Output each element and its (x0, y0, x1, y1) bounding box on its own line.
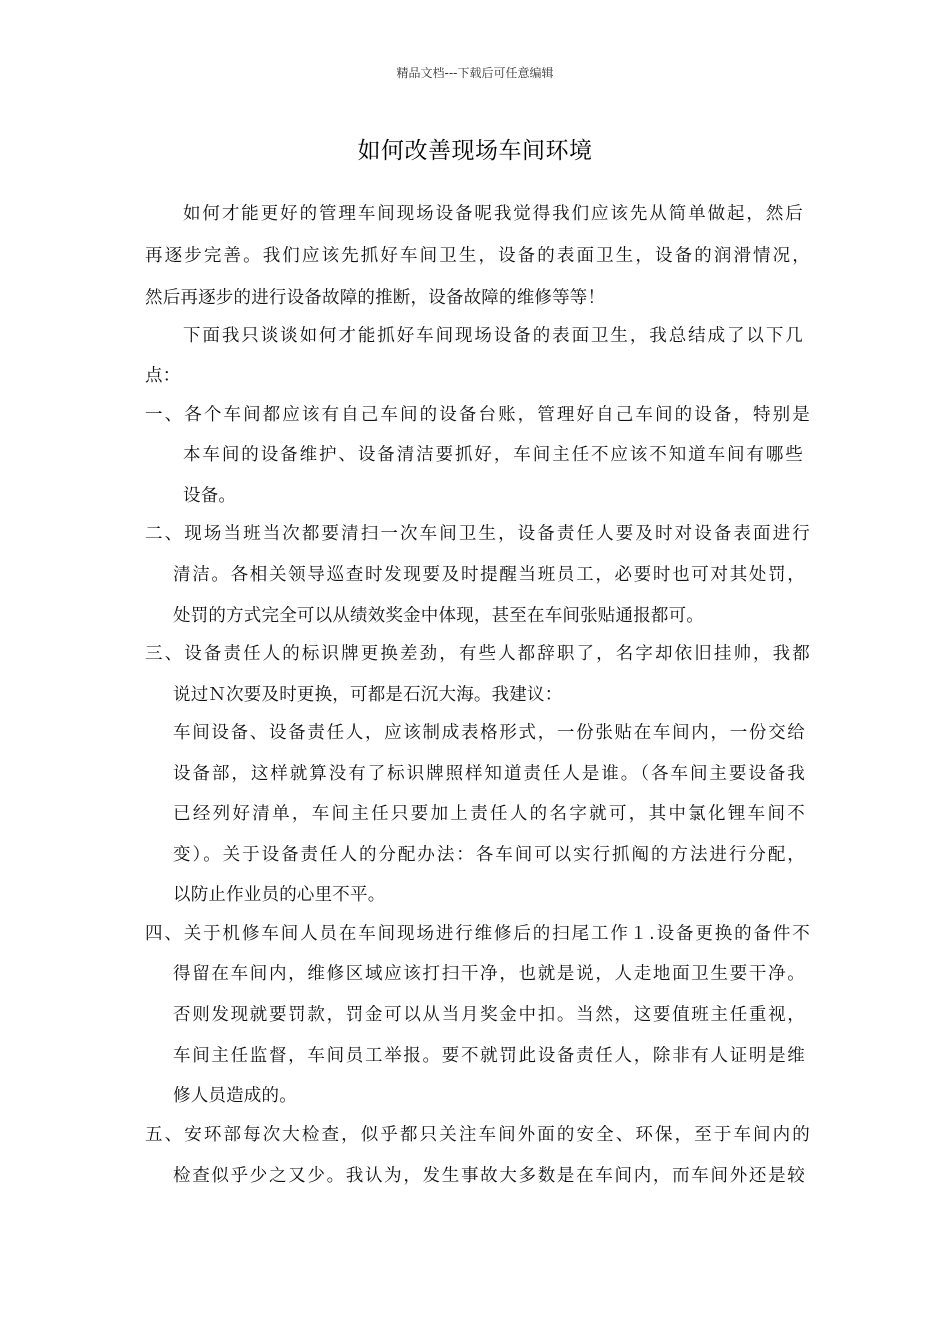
body-line: 五、安环部每次大检查，似乎都只关注车间外面的安全、环保，至于车间内的 (145, 1125, 812, 1145)
page-header: 精品文档---下载后可任意编辑 (396, 66, 554, 80)
body-line: 变）。关于设备责任人的分配办法：各车间可以实行抓阄的方法进行分配， (173, 845, 807, 865)
body-line: 下面我只谈谈如何才能抓好车间现场设备的表面卫生，我总结成了以下几 (183, 326, 805, 346)
body-line: 检查似乎少之又少。我认为，发生事故大多数是在车间内，而车间外还是较 (173, 1166, 807, 1186)
body-line: 如何才能更好的管理车间现场设备呢我觉得我们应该先从简单做起，然后 (183, 204, 805, 224)
body-line: 点： (145, 366, 181, 386)
body-line: 处罚的方式完全可以从绩效奖金中体现，甚至在车间张贴通报都可。 (173, 606, 704, 626)
body-line: 然后再逐步的进行设备故障的推断，设备故障的维修等等！ (145, 288, 606, 308)
body-line: 再逐步完善。我们应该先抓好车间卫生，设备的表面卫生，设备的润滑情况， (145, 246, 812, 266)
document-title: 如何改善现场车间环境 (357, 138, 593, 164)
body-line: 设备部，这样就算没有了标识牌照样知道责任人是谁。（各车间主要设备我 (173, 764, 807, 784)
body-line: 修人员造成的。 (173, 1086, 297, 1106)
body-line: 三、设备责任人的标识牌更换差劲，有些人都辞职了，名字却依旧挂帅，我都 (145, 644, 812, 664)
body-line: 得留在车间内，维修区域应该打扫干净，也就是说，人走地面卫生要干净。 (173, 964, 807, 984)
body-line: 四、关于机修车间人员在车间现场进行维修后的扫尾工作１.设备更换的备件不 (145, 924, 812, 944)
body-line: 本车间的设备维护、设备清洁要抓好，车间主任不应该不知道车间有哪些 (183, 445, 805, 465)
body-line: 以防止作业员的心里不平。 (173, 885, 386, 905)
body-line: 否则发现就要罚款，罚金可以从当月奖金中扣。当然，这要值班主任重视， (173, 1005, 807, 1025)
body-line: 说过Ｎ次要及时更换，可都是石沉大海。我建议： (173, 685, 563, 705)
body-line: 一、各个车间都应该有自己车间的设备台账，管理好自己车间的设备，特别是 (145, 405, 812, 425)
body-line: 设备。 (183, 486, 237, 506)
body-line: 二、现场当班当次都要清扫一次车间卫生，设备责任人要及时对设备表面进行 (145, 524, 812, 544)
body-line: 车间设备、设备责任人，应该制成表格形式，一份张贴在车间内，一份交给 (173, 723, 807, 743)
body-line: 清洁。各相关领导巡查时发现要及时提醒当班员工，必要时也可对其处罚， (173, 565, 807, 585)
body-line: 已经列好清单，车间主任只要加上责任人的名字就可，其中氯化锂车间不 (173, 804, 808, 824)
body-line: 车间主任监督，车间员工举报。要不就罚此设备责任人，除非有人证明是维 (173, 1046, 807, 1066)
